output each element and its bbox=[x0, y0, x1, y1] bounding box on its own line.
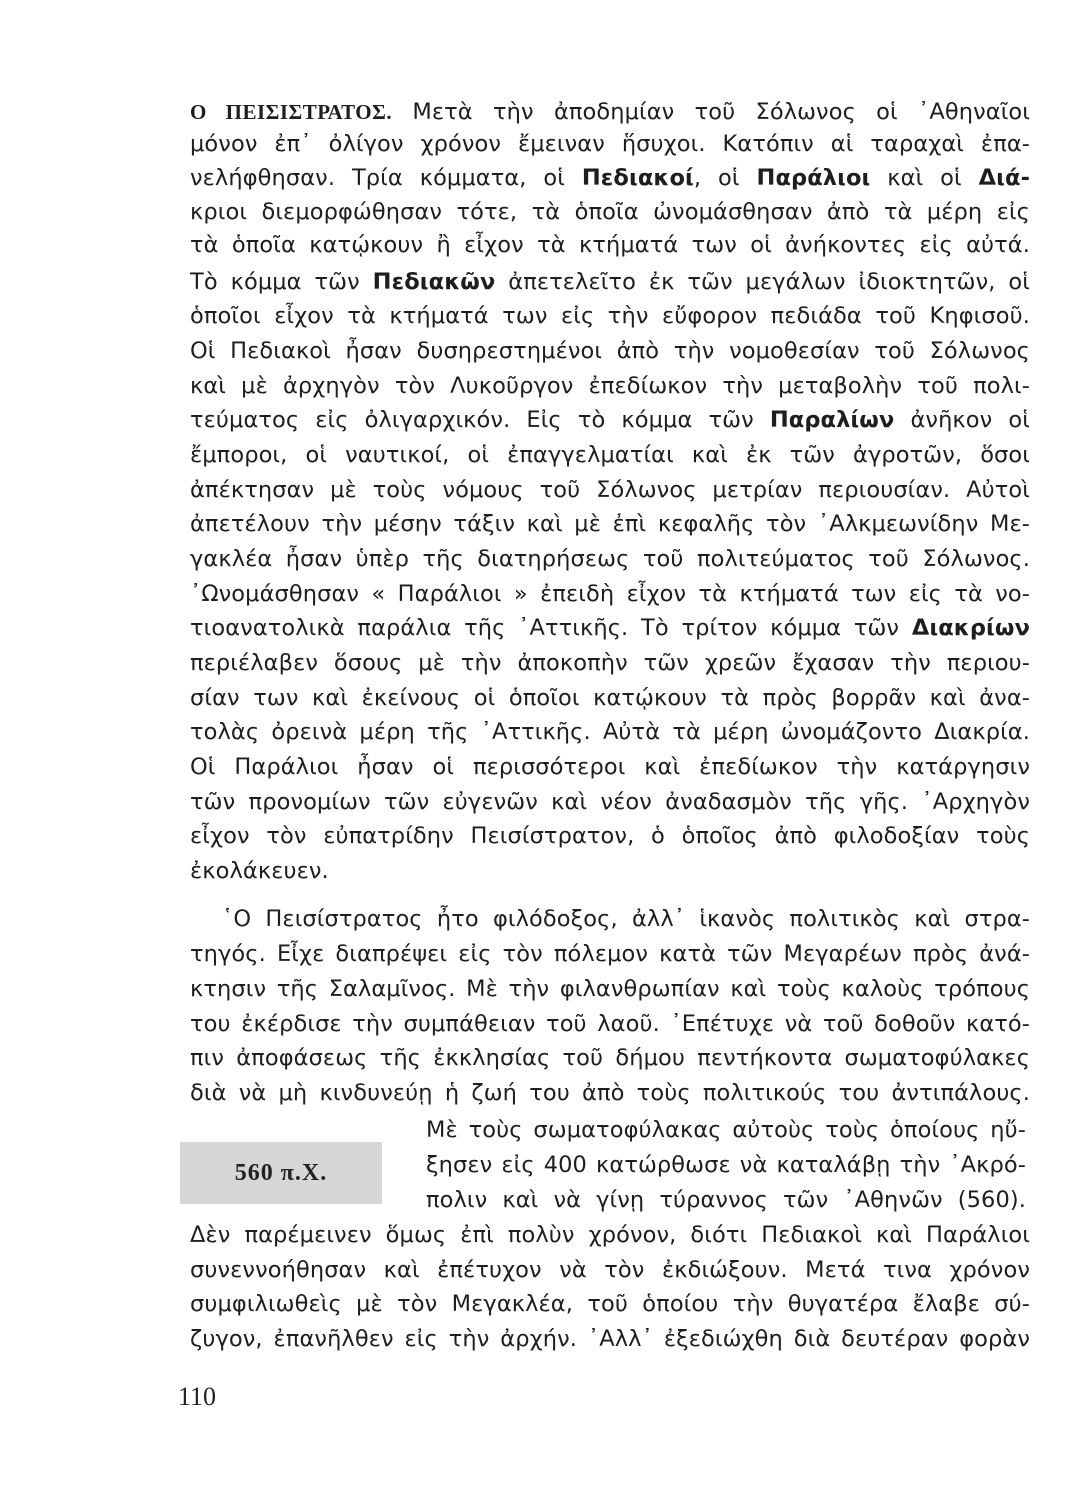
text-line: κριοι διεμορφώθησαν τότε, τὰ ὁποῖα ὠνομάσθησαν ἀπὸ τὰ μέρη εἰς bbox=[190, 199, 1030, 225]
text-line: Τὸ κόμμα τῶν Πεδιακῶν ἀπετελεῖτο ἐκ τῶν μεγάλων ἰδιοκτητῶν, οἱ bbox=[190, 269, 1030, 295]
party-name-pediakon: Πεδιακῶν bbox=[372, 269, 496, 295]
text-line: εἶχον τὸν εὐπατρίδην Πεισίστρατον, ὁ ὁποῖος ἀπὸ φιλοδοξίαν τοὺς bbox=[190, 823, 1030, 849]
text-line: ξησεν εἰς 400 κατώρθωσε νὰ καταλάβῃ τὴν ᾿Ακρό- bbox=[426, 1152, 1026, 1178]
section-heading: Ο ΠΕΙΣΙΣΤΡΑΤΟΣ. bbox=[190, 100, 393, 124]
text-line: συνεννοήθησαν καὶ ἐπέτυχον νὰ τὸν ἐκδιώξουν. Μετά τινα χρόνον bbox=[190, 1257, 1030, 1283]
text-line: πιν ἀποφάσεως τῆς ἐκκλησίας τοῦ δήμου πεντήκοντα σωματοφύλακες bbox=[190, 1045, 1030, 1071]
text-line: ἀπέκτησαν μὲ τοὺς νόμους τοῦ Σόλωνος μετρίαν περιουσίαν. Αὐτοὶ bbox=[190, 477, 1030, 503]
text-line: διὰ νὰ μὴ κινδυνεύῃ ἡ ζωή του ἀπὸ τοὺς πολιτικούς του ἀντιπάλους. bbox=[190, 1080, 1030, 1106]
text-line: Ο ΠΕΙΣΙΣΤΡΑΤΟΣ. Μετὰ τὴν ἀποδημίαν τοῦ Σόλωνος οἱ ᾿Αθηναῖοι bbox=[190, 99, 1030, 125]
margin-date-box bbox=[180, 1142, 382, 1204]
party-name-pediakoi: Πεδιακοί bbox=[581, 165, 694, 191]
margin-date-label: 560 π.Χ. bbox=[234, 1159, 328, 1186]
text-line: ῾Ο Πεισίστρατος ἦτο φιλόδοξος, ἀλλ᾿ ἱκανὸς πολιτικὸς καὶ στρα- bbox=[222, 906, 1030, 932]
text-line: σίαν των καὶ ἐκείνους οἱ ὁποῖοι κατῴκουν τὰ πρὸς βορρᾶν καὶ ἀνα- bbox=[190, 685, 1030, 711]
page-number: 110 bbox=[178, 1382, 217, 1411]
party-name-diakrion: Διακρίων bbox=[911, 615, 1030, 641]
text-line: ἐκολάκευεν. bbox=[190, 858, 329, 884]
text-line: πολιν καὶ νὰ γίνῃ τύραννος τῶν ᾿Αθηνῶν (560). bbox=[426, 1187, 1026, 1213]
text-line: ἔμποροι, οἱ ναυτικοί, οἱ ἐπαγγελματίαι καὶ ἐκ τῶν ἀγροτῶν, ὅσοι bbox=[190, 442, 1030, 468]
text-line: περιέλαβεν ὅσους μὲ τὴν ἀποκοπὴν τῶν χρεῶν ἔχασαν τὴν περιου- bbox=[190, 650, 1030, 676]
party-name-paralion: Παραλίων bbox=[769, 407, 895, 433]
text-line: Δὲν παρέμεινεν ὅμως ἐπὶ πολὺν χρόνον, διότι Πεδιακοὶ καὶ Παράλιοι bbox=[190, 1222, 1030, 1248]
text-line: τολὰς ὀρεινὰ μέρη τῆς ᾿Αττικῆς. Αὐτὰ τὰ μέρη ὠνομάζοντο Διακρία. bbox=[190, 719, 1030, 745]
text-line: ἀπετέλουν τὴν μέσην τάξιν καὶ μὲ ἐπὶ κεφαλῆς τὸν ᾿Αλκμεωνίδην Με- bbox=[190, 511, 1030, 537]
text-line: μόνον ἐπ᾿ ὀλίγον χρόνον ἔμειναν ἥσυχοι. Κατόπιν αἱ ταραχαὶ ἐπα- bbox=[190, 131, 1030, 157]
text-line: γακλέα ἦσαν ὑπὲρ τῆς διατηρήσεως τοῦ πολιτεύματος τοῦ Σόλωνος. bbox=[190, 546, 1030, 572]
text-line: Οἱ Παράλιοι ἦσαν οἱ περισσότεροι καὶ ἐπεδίωκον τὴν κατάργησιν bbox=[190, 754, 1030, 780]
text-line: τεύματος εἰς ὀλιγαρχικόν. Εἰς τὸ κόμμα τῶν Παραλίων ἀνῆκον οἱ bbox=[190, 407, 1030, 433]
text-line: τιοανατολικὰ παράλια τῆς ᾿Αττικῆς. Τὸ τρίτον κόμμα τῶν Διακρίων bbox=[190, 615, 1030, 641]
text-line: Οἱ Πεδιακοὶ ἦσαν δυσηρεστημένοι ἀπὸ τὴν νομοθεσίαν τοῦ Σόλωνος bbox=[190, 338, 1030, 364]
text-line: κτησιν τῆς Σαλαμῖνος. Μὲ τὴν φιλανθρωπίαν καὶ τοὺς καλοὺς τρόπους bbox=[190, 976, 1030, 1002]
text-line: του ἐκέρδισε τὴν συμπάθειαν τοῦ λαοῦ. ᾿Επέτυχε νὰ τοῦ δοθοῦν κατό- bbox=[190, 1011, 1030, 1037]
text-line: καὶ μὲ ἀρχηγὸν τὸν Λυκοῦργον ἐπεδίωκον τὴν μεταβολὴν τοῦ πολι- bbox=[190, 373, 1030, 399]
text-line: τηγός. Εἶχε διαπρέψει εἰς τὸν πόλεμον κατὰ τῶν Μεγαρέων πρὸς ἀνά- bbox=[190, 941, 1030, 967]
text-line: Μὲ τοὺς σωματοφύλακας αὐτοὺς τοὺς ὁποίους ηὔ- bbox=[426, 1117, 1026, 1143]
party-name-diakrioi: Διά- bbox=[978, 165, 1031, 191]
text-line: ᾿Ωνομάσθησαν « Παράλιοι » ἐπειδὴ εἶχον τὰ κτήματά των εἰς τὰ νο- bbox=[190, 581, 1030, 607]
text-line: τὰ ὁποῖα κατῴκουν ἢ εἶχον τὰ κτήματά των οἱ ἀνήκοντες εἰς αὐτά. bbox=[190, 232, 1030, 258]
party-name-paralioi: Παράλιοι bbox=[756, 165, 871, 191]
text-line: συμφιλιωθεὶς μὲ τὸν Μεγακλέα, τοῦ ὁποίου τὴν θυγατέρα ἔλαβε σύ- bbox=[190, 1291, 1030, 1317]
text-line: ὁποῖοι εἶχον τὰ κτήματά των εἰς τὴν εὔφορον πεδιάδα τοῦ Κηφισοῦ. bbox=[190, 303, 1030, 329]
text-line: νελήφθησαν. Τρία κόμματα, οἱ Πεδιακοί, οἱ Παράλιοι καὶ οἱ Διά- bbox=[190, 165, 1031, 191]
text-line: ζυγον, ἐπανῆλθεν εἰς τὴν ἀρχήν. ᾿Αλλ᾿ ἐξεδιώχθη διὰ δευτέραν φορὰν bbox=[190, 1326, 1030, 1352]
text-line: τῶν προνομίων τῶν εὐγενῶν καὶ νέον ἀναδασμὸν τῆς γῆς. ᾿Αρχηγὸν bbox=[190, 789, 1030, 815]
